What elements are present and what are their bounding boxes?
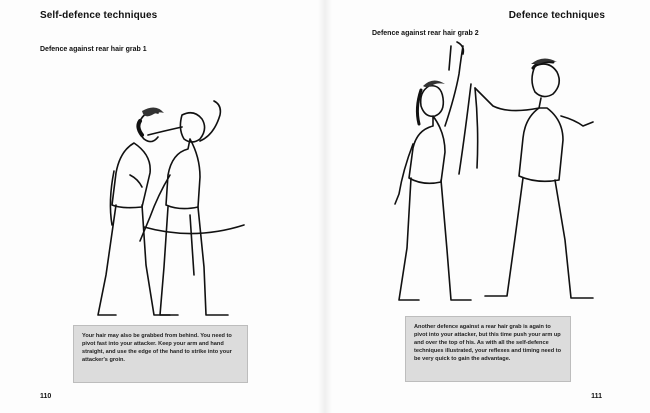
- illustration-rear-hair-grab-2: [385, 40, 615, 310]
- illustration-drawing: [385, 40, 615, 310]
- caption-box: Your hair may also be grabbed from behind. You need to pivot fast into your attacker. Keep your arm and hand straight, and use the edge of the hand to strike into your attacker's groin.: [73, 325, 248, 383]
- illustration-drawing: [70, 95, 250, 335]
- running-head: Self-defence techniques: [40, 10, 158, 21]
- page-number: 110: [40, 393, 52, 400]
- illustration-rear-hair-grab-1: [70, 95, 250, 335]
- caption-box: Another defence against a rear hair grab is again to pivot into your attacker, but this time push your arm up and over the top of his. As with all the self-defence techniques illustrated, your reflexes and timing need to be very quick to gain the advantage.: [405, 316, 571, 382]
- right-page: [325, 0, 650, 413]
- running-head: Defence techniques: [508, 10, 605, 21]
- section-subhead: Defence against rear hair grab 2: [372, 30, 479, 37]
- section-subhead: Defence against rear hair grab 1: [40, 46, 147, 53]
- page-number: 111: [591, 393, 602, 400]
